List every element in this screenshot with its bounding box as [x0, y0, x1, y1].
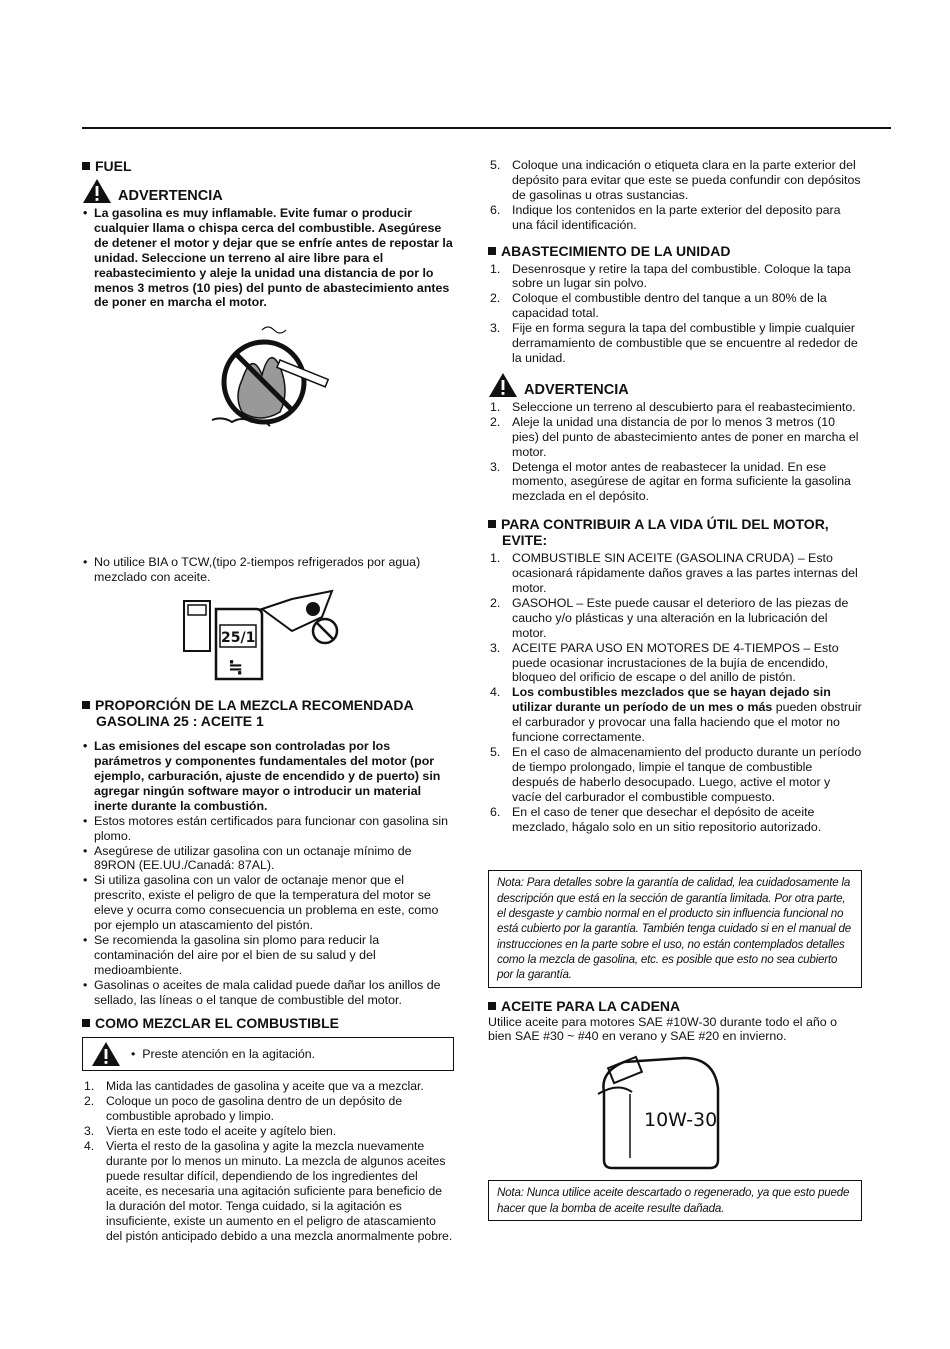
list-item: 6. En el caso de tener que desechar el depósito de aceite mezclado, hágalo solo en un sitio repositorio autorizado.	[490, 804, 822, 834]
list-item: 3. ACEITE PARA USO EN MOTORES DE 4-TIEMPOS – Esto puede ocasionar incrustaciones de la bujía de encendido, bloqueo del orificio de escape o del anillo de pistón.	[490, 640, 839, 685]
warning-heading: ADVERTENCIA	[488, 372, 862, 398]
warning-triangle-icon	[91, 1041, 121, 1067]
no-bia-text: • No utilice BIA o TCW,(tipo 2-tiempos refrigerados por agua) mezclado con aceite.	[82, 555, 454, 585]
header-rule	[82, 127, 891, 129]
list-item: 4. Los combustibles mezclados que se hayan dejado sin utilizar durante un período de un mes o más pueden obstruir el carburador y provocar una falla haciendo que el motor no funcione correctamente.	[490, 685, 862, 745]
warranty-note: Nota: Para detalles sobre la garantía de calidad, lea cuidadosamente la descripción que está en la sección de garantía limitada. Por otra parte, el desgaste y cambio normal en el producto sin influencia funcional no está cubierto por la garantía. También tenga cuidado si en el manual de instrucciones en la parte sobre el uso, no están contemplados detalles como la mezcla de gasolina, etc. es posible que esto no sea cubierto por la garantía.	[488, 870, 862, 987]
list-item: 2. Coloque un poco de gasolina dentro de un depósito de combustible aprobado y limpio.	[84, 1094, 403, 1124]
list-item: 1. Seleccione un terreno al descubierto para el reabastecimiento.	[490, 399, 856, 414]
list-item: 1. COMBUSTIBLE SIN ACEITE (GASOLINA CRUDA) – Esto ocasionará rápidamente daños graves a las partes internas del motor.	[490, 551, 858, 596]
list-item: 5. Coloque una indicación o etiqueta clara en la parte exterior del depósito para evitar que este se pueda confundir con depósitos de gasolinas u otras sustancias.	[490, 158, 861, 202]
list-item: • Si utiliza gasolina con un valor de octanaje menor que el prescrito, existe el peligro de que la temperatura del motor se eleve y ocurra como consecuencia un problema en este, como por ejemplo un atascamiento del pistón.	[82, 873, 454, 933]
mix-warning-box: • Preste atención en la agitación.	[82, 1037, 454, 1071]
list-item: 4. Vierta el resto de la gasolina y agite la mezcla nuevamente durante por lo menos un minuto. La mezcla de algunos aceites puede resultar difícil, dependiendo de los ingredientes del aceite, es necesaria una agitación suficiente para beneficio de la duración del motor. Tenga cuidado, si la agitación es insuficiente, existe un aumento en el peligro de atascamiento del pistón anticipado debido a una mezcla anormalmente pobre.	[84, 1139, 453, 1243]
list-item: 6. Indique los contenidos en la parte exterior del deposito para una fácil identificación.	[490, 202, 841, 232]
list-item: 3. Vierta en este todo el aceite y agítelo bien.	[84, 1124, 337, 1139]
list-item: • Gasolinas o aceites de mala calidad puede dañar los anillos de sellado, las líneas o el tanque de combustible del motor.	[82, 978, 454, 1008]
can-label: 10W-30	[644, 1109, 718, 1132]
engine-life-heading: PARA CONTRIBUIR A LA VIDA ÚTIL DEL MOTOR, EVITE:	[488, 516, 862, 548]
refuel-heading: ABASTECIMIENTO DE LA UNIDAD	[488, 243, 862, 259]
oil-mix-illustration	[180, 589, 454, 689]
left-column	[82, 158, 454, 1243]
chain-oil-heading: ACEITE PARA LA CADENA	[488, 998, 862, 1014]
emissions-text: • Las emisiones del escape son controladas por los parámetros y componentes fundamentales del motor (por ejemplo, carburación, ajuste de encendido y de puerto) sin agregar ningún software mayor o introducir un material inerte durante la combustión.	[82, 739, 454, 814]
list-item: 2. Coloque el combustible dentro del tanque a un 80% de la capacidad total.	[490, 291, 827, 321]
list-item: 1. Desenrosque y retire la tapa del combustible. Coloque la tapa sobre un lugar sin polvo.	[490, 261, 851, 291]
mix-heading: COMO MEZCLAR EL COMBUSTIBLE	[82, 1015, 454, 1031]
warning-triangle-icon	[488, 372, 518, 398]
list-item: 3. Detenga el motor antes de reabastecer la unidad. En ese momento, asegúrese de agitar en forma suficiente la gasolina mezclada en el depósito.	[490, 459, 851, 504]
chain-oil-text: Utilice aceite para motores SAE #10W-30 durante todo el año o bien SAE #30 ~ #40 en verano y SAE #20 en invierno.	[488, 1014, 837, 1044]
warning-triangle-icon	[82, 178, 112, 204]
fuel-heading: FUEL	[82, 158, 454, 174]
list-item: • Se recomienda la gasolina sin plomo para reducir la contaminación del aire por el bien de su salud y del medioambiente.	[82, 933, 454, 978]
ratio-heading: PROPORCIÓN DE LA MEZCLA RECOMENDADA GASOLINA 25 : ACEITE 1	[82, 697, 454, 729]
no-smoking-illustration	[202, 320, 454, 455]
warning-heading: ADVERTENCIA	[82, 178, 454, 204]
list-item: 1. Mida las cantidades de gasolina y aceite que va a mezclar.	[84, 1079, 424, 1094]
list-item: 3. Fije en forma segura la tapa del combustible y limpie cualquier derramamiento de combustible que se encuentre al rededor de la unidad.	[490, 321, 858, 365]
list-item: 5. En el caso de almacenamiento del producto durante un período de tiempo prolongado, limpie el tanque de combustible después de haberlo desocupado. Luego, active el motor y vacíe del carburador el combustible compuesto.	[490, 745, 862, 804]
right-column	[488, 158, 862, 1221]
oil-note: Nota: Nunca utilice aceite descartado o regenerado, ya que esto puede hacer que la bomba de aceite resulte dañada.	[488, 1180, 862, 1221]
ratio-label: 25/1	[221, 630, 256, 647]
fuel-warning-text: • La gasolina es muy inflamable. Evite fumar o producir cualquier llama o chispa cerca del combustible. Asegúrese de detener el motor y dejar que se enfríe antes de repostar la unidad. Seleccione un terreno al aire libre para el reabastecimiento y aleje la unidad una distancia de por lo menos 3 metros (10 pies) del punto de abastecimiento antes de poner en marcha el motor.	[82, 206, 454, 310]
list-item: • Asegúrese de utilizar gasolina con un octanaje mínimo de 89RON (EE.UU./Canadá: 87AL).	[82, 844, 454, 874]
list-item: • Estos motores están certificados para funcionar con gasolina sin plomo.	[82, 814, 454, 844]
list-item: 2. GASOHOL – Este puede causar el deterioro de las piezas de caucho y/o plásticas y una alteración en la lubricación del motor.	[490, 595, 849, 640]
svg-text:≒: ≒	[228, 657, 244, 679]
list-item: 2. Aleje la unidad una distancia de por lo menos 3 metros (10 pies) del punto de abastecimiento antes de poner en marcha el motor.	[490, 414, 859, 459]
oil-can-illustration	[590, 1054, 862, 1174]
